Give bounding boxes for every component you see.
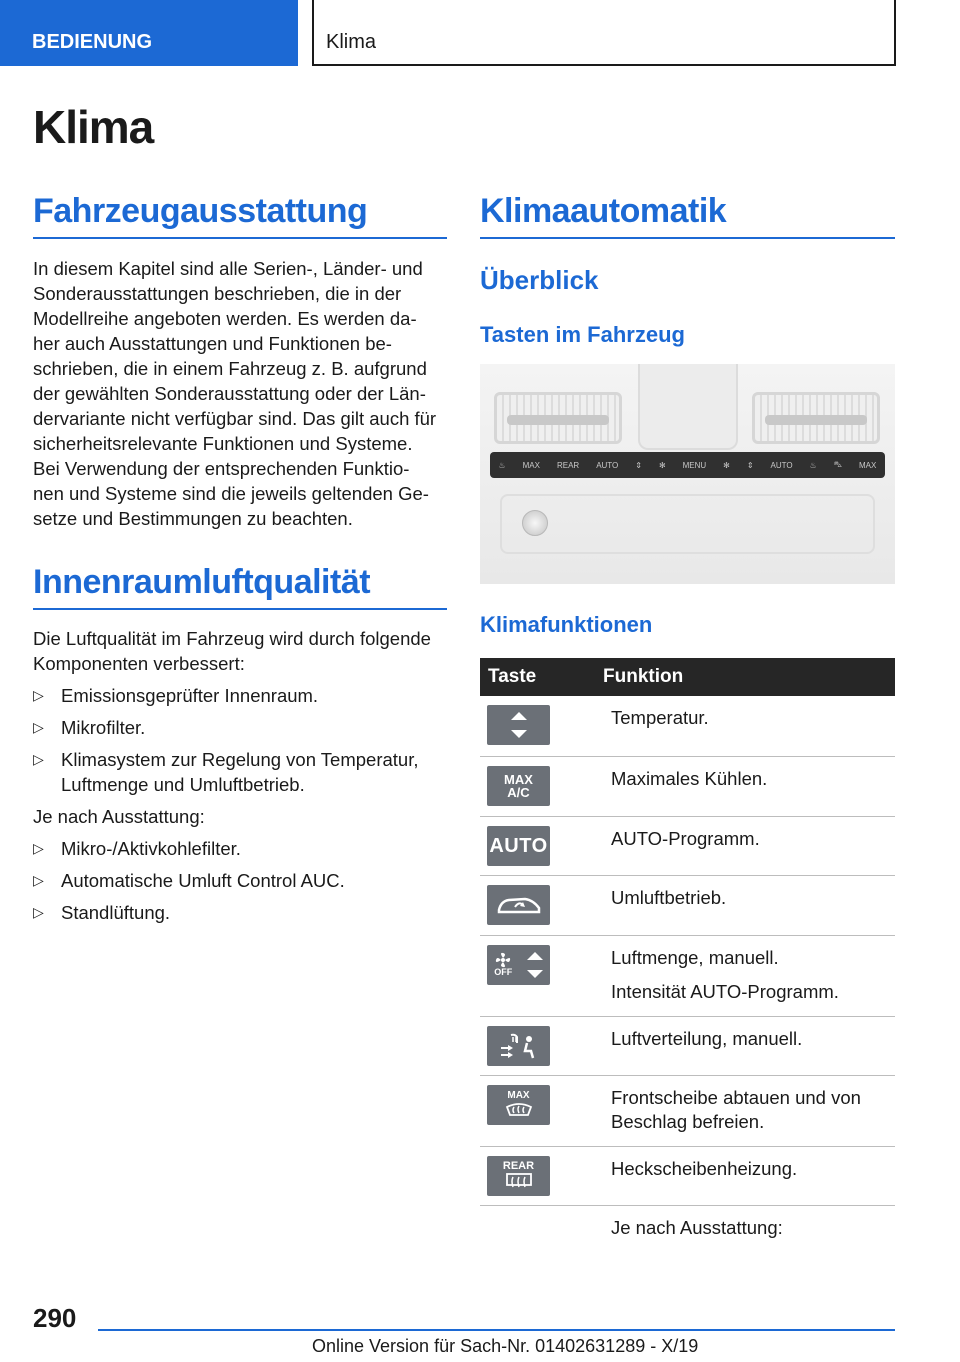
subheading-tasten: Tasten im Fahrzeug — [480, 322, 685, 347]
table-row — [480, 1205, 895, 1261]
rear-defrost-icon: REAR — [487, 1156, 550, 1196]
list-item: ▷ Emissionsgeprüfter Innenraum. — [33, 685, 319, 706]
column-header-funktion: Funktion — [603, 658, 895, 696]
page-title: Klima — [33, 101, 154, 153]
list-item: ▷ Mikrofilter. — [33, 717, 146, 738]
table-row — [480, 696, 895, 756]
volume-knob — [522, 510, 548, 536]
function-cell: Temperatur. — [603, 696, 895, 756]
table-row — [480, 1016, 895, 1075]
section-tab: BEDIENUNG — [0, 0, 298, 66]
left-column — [33, 192, 447, 925]
button-label: MAX — [522, 460, 540, 470]
fan-icon: ✻ — [658, 460, 666, 470]
recirculation-icon — [487, 885, 550, 925]
button-label: AUTO — [770, 460, 793, 470]
innenraum-intro: Die Luftqualität im Fahrzeug wird durch folgende Komponenten verbessert: — [33, 628, 431, 674]
section-heading-fahrzeugausstattung: Fahrzeugausstattung — [33, 192, 447, 239]
right-column — [480, 192, 895, 1261]
table-row — [480, 1075, 895, 1146]
button-label: MENU — [682, 460, 707, 470]
auto-icon: AUTO — [487, 826, 550, 866]
footer-divider — [98, 1329, 895, 1331]
fahrzeugausstattung-paragraph: In diesem Kapitel sind alle Serien-, Länder- und Sonderausstattungen beschrieben, die in der Modellreihe angeboten werden. Es werden da- her auch Ausstattungen und Funktionen be- schrieben, die in einem Fahrzeug z. B. aufgrund der gewählten Sonderausstattung oder der Län- dervariante nicht verfügbar sind. Das gilt auch für sicherheitsrelevante Funktionen und Systeme. Bei Verwendung der entsprechenden Funktio- nen und Systeme sind die jeweils geltenden Ge- setze und Bestimmungen zu beachten. — [33, 258, 437, 529]
page-number: 290 — [33, 1303, 77, 1333]
chapter-box: Klima — [312, 0, 896, 66]
table-row — [480, 756, 895, 816]
fan-icon: ✻ — [723, 460, 730, 470]
function-cell: AUTO-Programm. — [603, 816, 895, 875]
table-header-row — [480, 658, 895, 696]
list-item: ▷ Standlüftung. — [33, 902, 171, 923]
function-cell: Luftverteilung, manuell. — [603, 1016, 895, 1075]
triangle-bullet-icon: ▷ — [33, 904, 44, 920]
function-cell: Umluftbetrieb. — [603, 875, 895, 935]
list-item: ▷ Klimasystem zur Regelung von Temperatur, Luftmenge und Umluftbetrieb. — [33, 749, 419, 795]
list-item: ▷ Mikro-/Aktivkohlefilter. — [33, 838, 241, 859]
dashboard-image — [480, 364, 895, 584]
button-label: REAR — [556, 460, 580, 470]
table-row — [480, 1146, 895, 1205]
triangle-bullet-icon: ▷ — [33, 687, 44, 703]
seat-heat-icon: ♨ — [809, 460, 817, 470]
temperature-arrows-icon — [487, 705, 550, 745]
section-heading-klimaautomatik: Klimaautomatik — [480, 192, 895, 239]
table-row — [480, 875, 895, 935]
function-cell: Luftmenge, manuell. Intensität AUTO-Programm. — [603, 935, 895, 1016]
column-header-taste: Taste — [480, 658, 603, 696]
table-row — [480, 935, 895, 1016]
list-item: ▷ Automatische Umluft Control AUC. — [33, 870, 345, 891]
subheading-klimafunktionen: Klimafunktionen — [480, 612, 653, 637]
component-list — [33, 683, 447, 797]
table-row — [480, 816, 895, 875]
car-icon: ⛍ — [833, 460, 843, 469]
function-cell: Maximales Kühlen. — [603, 756, 895, 816]
je-nach-ausstattung: Je nach Ausstattung: — [33, 806, 205, 827]
temp-arrows-icon: ⇕ — [635, 460, 642, 470]
equipment-list — [33, 836, 447, 925]
triangle-bullet-icon: ▷ — [33, 840, 44, 856]
air-distribution-icon — [487, 1026, 550, 1066]
function-cell: Heckscheibenheizung. — [603, 1146, 895, 1205]
climate-function-table — [480, 658, 895, 1261]
left-air-vent — [494, 392, 622, 444]
function-cell: Frontscheibe abtauen und von Beschlag befreien. — [603, 1075, 895, 1146]
footer-text: Online Version für Sach-Nr. 01402631289 - X/19 — [312, 1336, 699, 1356]
triangle-bullet-icon: ▷ — [33, 719, 44, 735]
triangle-bullet-icon: ▷ — [33, 751, 44, 767]
max-defrost-icon: MAX — [487, 1085, 550, 1125]
center-display-mount — [638, 364, 738, 450]
fan-off-icon: OFF — [487, 945, 550, 985]
subheading-ueberblick: Überblick — [480, 265, 599, 295]
climate-button-bar — [490, 452, 885, 478]
lower-panel — [500, 494, 875, 554]
triangle-bullet-icon: ▷ — [33, 872, 44, 888]
section-heading-innenraumluftqualitaet: Innenraumluftqualität — [33, 563, 447, 610]
temp-arrows-icon: ⇕ — [746, 460, 754, 470]
right-air-vent — [752, 392, 880, 444]
button-label: MAX — [859, 460, 877, 470]
function-cell: Je nach Ausstattung: — [611, 1216, 783, 1238]
seat-heat-icon: ♨ — [498, 460, 506, 470]
button-label: AUTO — [596, 460, 619, 470]
max-ac-icon: MAX A/C — [487, 766, 550, 806]
